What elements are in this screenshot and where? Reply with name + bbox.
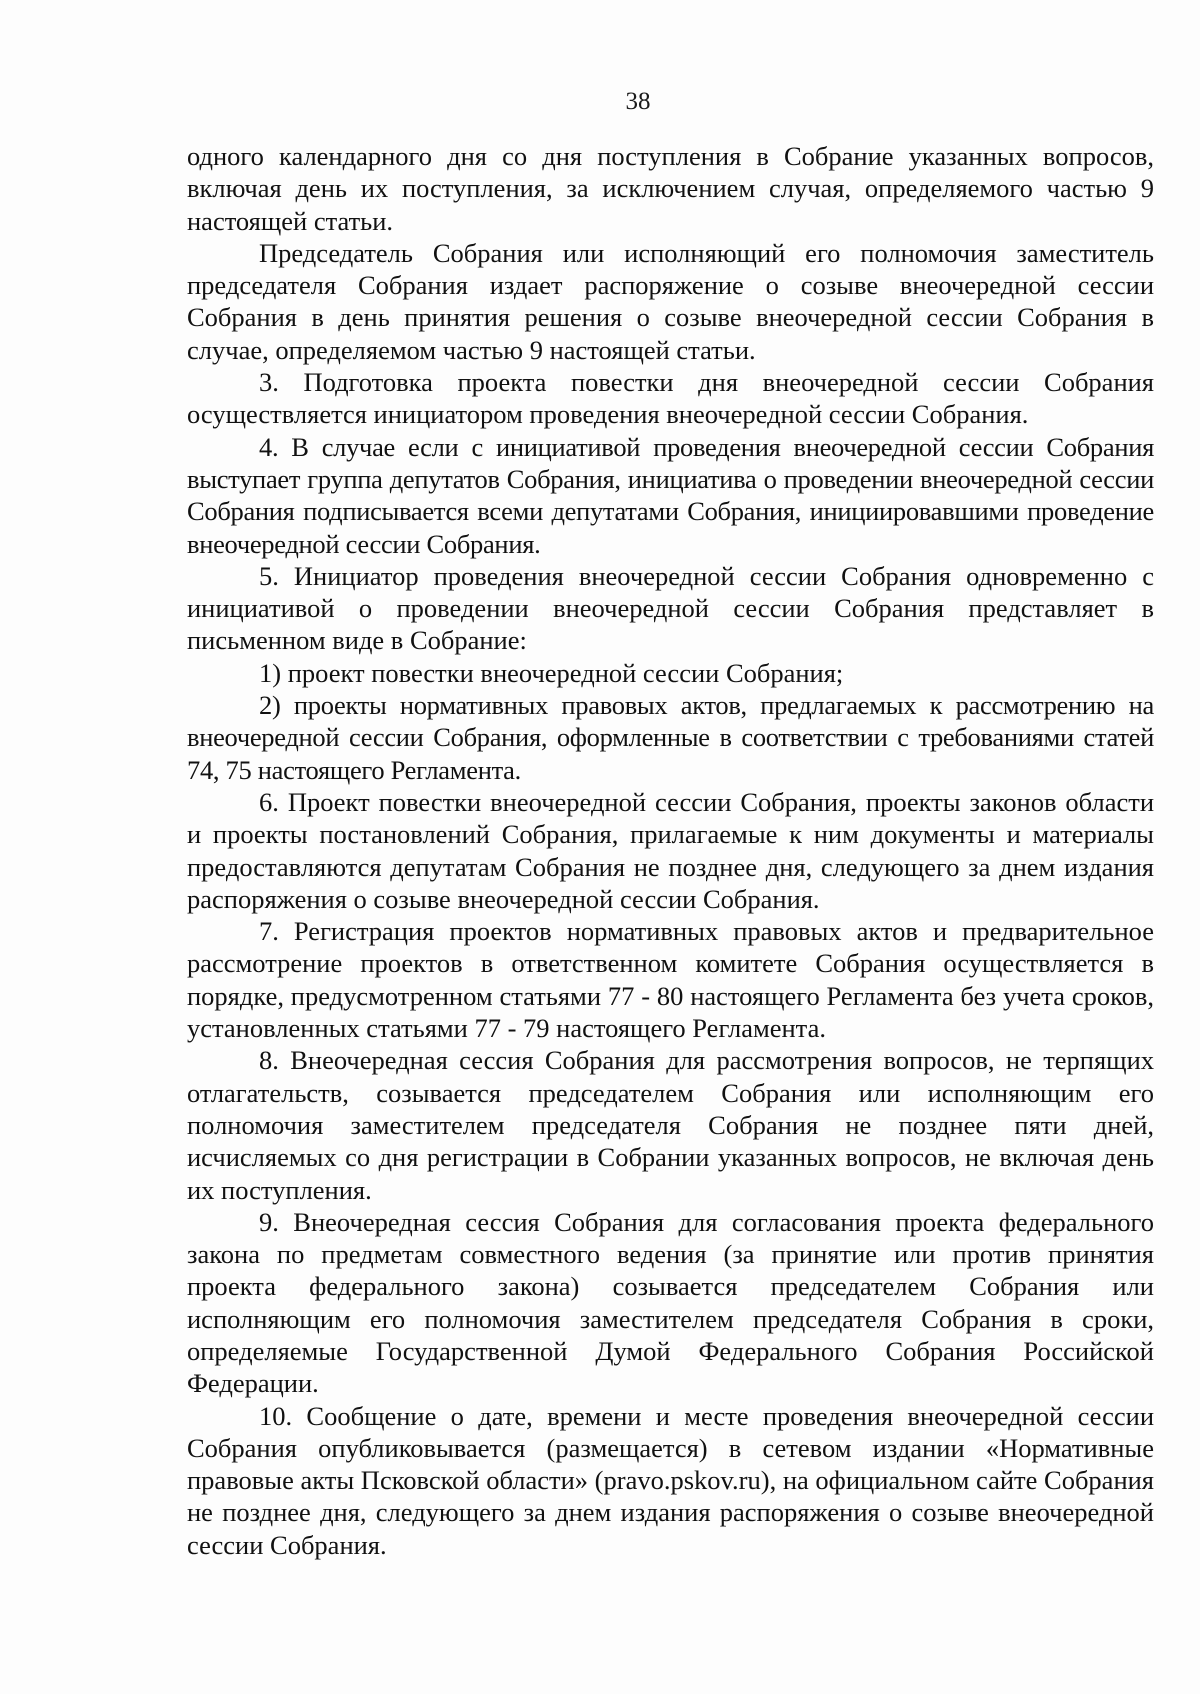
paragraph-subitem-1: 1) проект повестки внеочередной сессии Собрания; (259, 657, 844, 688)
paragraph-item-4: 4. В случае если с инициативой проведения внеочередной сессии Собрания выступает группа депутатов Собрания, инициатива о проведении внеочередной сессии Собрания подписывается всеми депутатами Собрания, инициировавшими проведение внеочередной сессии Собрания. (187, 431, 1154, 559)
paragraph-item-10: 10. Сообщение о дате, времени и месте проведения внеочередной сессии Собрания опубликовывается (размещается) в сетевом издании «Нормативные правовые акты Псковской области» (pravo.pskov.ru), на официальном сайте Собрания не позднее дня, следующего за днем издания распоряжения о созыве внеочередной сессии Собрания. (187, 1400, 1154, 1560)
document-body (187, 140, 1154, 1561)
paragraph-item-3: 3. Подготовка проекта повестки дня внеочередной сессии Собрания осуществляется инициатором проведения внеочередной сессии Собрания. (187, 367, 1154, 430)
paragraph-subitem-2: 2) проекты нормативных правовых актов, предлагаемых к рассмотрению на внеочередной сессии Собрания, оформленные в соответствии с требованиями статей 74, 75 настоящего Регламента. (187, 690, 1154, 785)
paragraph-continuation: одного календарного дня со дня поступления в Собрание указанных вопросов, включая день их поступления, за исключением случая, определяемого частью 9 настоящей статьи. (187, 141, 1154, 236)
paragraph-chairman-order: Председатель Собрания или исполняющий его полномочия заместитель председателя Собрания издает распоряжение о созыве внеочередной сессии Собрания в день принятия решения о созыве внеочередной сессии Собрания в случае, определяемом частью 9 настоящей статьи. (187, 237, 1154, 365)
paragraph-item-6: 6. Проект повестки внеочередной сессии Собрания, проекты законов области и проекты постановлений Собрания, прилагаемые к ним документы и материалы предоставляются депутатам Собрания не позднее дня, следующего за днем издания распоряжения о созыве внеочередной сессии Собрания. (187, 786, 1154, 914)
paragraph-item-7: 7. Регистрация проектов нормативных правовых актов и предварительное рассмотрение проектов в ответственном комитете Собрания осуществляется в порядке, предусмотренном статьями 77 - 80 настоящего Регламента без учета сроков, установленных статьями 77 - 79 настоящего Регламента. (187, 916, 1154, 1044)
paragraph-item-9: 9. Внеочередная сессия Собрания для согласования проекта федерального закона по предметам совместного ведения (за принятие или против принятия проекта федерального закона) созывается председателем Собрания или исполняющим его полномочия заместителем председателя Собрания в сроки, определяемые Государственной Думой Федерального Собрания Российской Федерации. (187, 1206, 1154, 1399)
paragraph-item-8: 8. Внеочередная сессия Собрания для рассмотрения вопросов, не терпящих отлагательств, созывается председателем Собрания или исполняющим его полномочия заместителем председателя Собрания не позднее пяти дней, исчисляемых со дня регистрации в Собрании указанных вопросов, не включая день их поступления. (187, 1045, 1154, 1205)
paragraph-item-5: 5. Инициатор проведения внеочередной сессии Собрания одновременно с инициативой о проведении внеочередной сессии Собрания представляет в письменном виде в Собрание: (187, 560, 1154, 656)
page-number: 38 (625, 88, 651, 115)
